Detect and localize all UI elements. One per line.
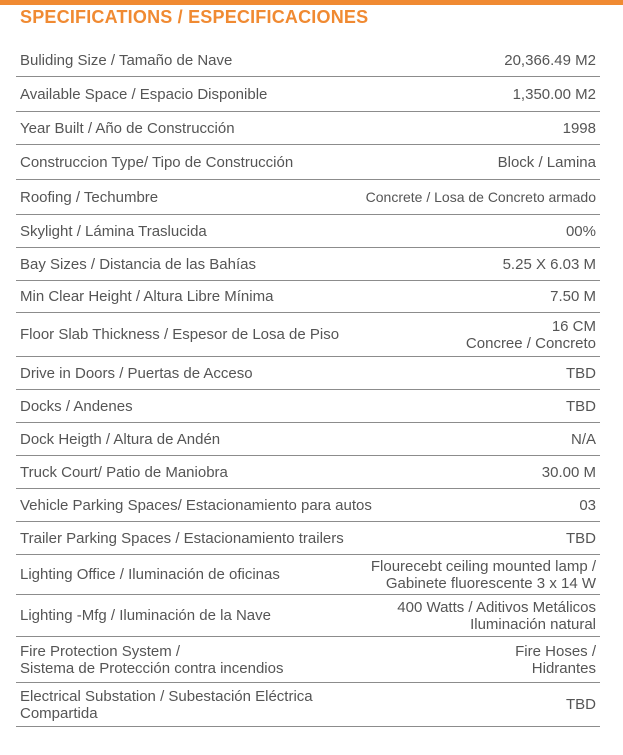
spec-label: Available Space / Espacio Disponible <box>20 85 268 103</box>
spec-row-roofing <box>16 180 600 215</box>
spec-row-lighting-office <box>16 555 600 595</box>
spec-value: 1,350.00 M2 <box>512 85 596 103</box>
spec-value-line: Gabinete fluorescente 3 x 14 W <box>385 574 596 592</box>
spec-row-min-clear-height <box>16 281 600 313</box>
spec-label-line: Electrical Substation / Subestación Eléctrica <box>20 687 313 705</box>
spec-row-building-size <box>16 44 600 77</box>
spec-row-fire-protection <box>16 637 600 683</box>
spec-label: Docks / Andenes <box>20 397 133 415</box>
spec-label-line: Compartida <box>20 704 98 722</box>
spec-row-skylight <box>16 215 600 248</box>
spec-label: Vehicle Parking Spaces/ Estacionamiento para autos <box>20 496 372 514</box>
spec-row-electrical-substation <box>16 683 600 727</box>
spec-label: Bay Sizes / Distancia de las Bahías <box>20 255 256 273</box>
spec-value: 7.50 M <box>550 288 596 305</box>
spec-value: TBD <box>566 529 596 547</box>
spec-value: TBD <box>566 397 596 415</box>
spec-label: Buliding Size / Tamaño de Nave <box>20 51 233 69</box>
spec-label: Dock Heigth / Altura de Andén <box>20 430 221 448</box>
spec-label-line: Sistema de Protección contra incendios <box>20 659 284 677</box>
spec-value: 20,366.49 M2 <box>504 51 596 69</box>
spec-value: 30.00 M <box>541 463 596 481</box>
spec-value: N/A <box>570 430 596 448</box>
spec-row-dock-height <box>16 423 600 456</box>
spec-label: Construccion Type/ Tipo de Construcción <box>20 153 294 171</box>
spec-value-line: Hidrantes <box>531 659 596 677</box>
spec-value-line: Fire Hoses / <box>515 642 596 660</box>
spec-value: TBD <box>566 696 596 713</box>
spec-value-line: Iluminación natural <box>470 615 596 633</box>
spec-value <box>371 558 596 592</box>
spec-value: Block / Lamina <box>497 153 596 171</box>
spec-value-line: Flourecebt ceiling mounted lamp / <box>370 557 596 575</box>
spec-label: Year Built / Año de Construcción <box>20 119 235 137</box>
spec-row-drive-in-doors <box>16 357 600 390</box>
spec-label <box>20 688 313 722</box>
spec-value: 03 <box>579 496 596 514</box>
spec-row-trailer-parking <box>16 522 600 555</box>
spec-label: Truck Court/ Patio de Maniobra <box>20 463 228 481</box>
spec-label: Lighting -Mfg / Iluminación de la Nave <box>20 607 271 624</box>
spec-value <box>515 643 596 677</box>
spec-value: 1998 <box>562 119 596 137</box>
spec-label: Skylight / Lámina Traslucida <box>20 222 207 240</box>
spec-row-truck-court <box>16 456 600 489</box>
spec-row-floor-slab <box>16 313 600 357</box>
spec-label: Floor Slab Thickness / Espesor de Losa de Piso <box>20 326 340 343</box>
spec-label: Roofing / Techumbre <box>20 188 159 206</box>
spec-row-vehicle-parking <box>16 489 600 522</box>
spec-row-bay-sizes <box>16 248 600 281</box>
spec-label-line: Fire Protection System / <box>20 642 181 660</box>
top-accent-bar <box>0 0 623 5</box>
spec-value: 5.25 X 6.03 M <box>502 255 596 273</box>
spec-value: 00% <box>565 222 596 240</box>
specifications-table <box>16 44 600 727</box>
spec-value-line: Concree / Concreto <box>465 334 596 352</box>
spec-value: TBD <box>566 364 596 382</box>
spec-label: Trailer Parking Spaces / Estacionamiento trailers <box>20 529 344 547</box>
spec-row-year-built <box>16 112 600 145</box>
spec-label: Lighting Office / Iluminación de oficinas <box>20 566 280 583</box>
spec-row-available-space <box>16 77 600 112</box>
spec-row-lighting-mfg <box>16 595 600 637</box>
spec-value <box>466 318 596 352</box>
spec-label: Drive in Doors / Puertas de Acceso <box>20 364 253 382</box>
spec-value-line: 16 CM <box>551 317 596 335</box>
spec-row-docks <box>16 390 600 423</box>
spec-value-line: 400 Watts / Aditivos Metálicos <box>397 598 596 616</box>
section-title: SPECIFICATIONS / ESPECIFICACIONES <box>20 7 369 27</box>
spec-value <box>397 599 596 633</box>
spec-label <box>20 643 283 677</box>
spec-label: Min Clear Height / Altura Libre Mínima <box>20 288 274 305</box>
spec-row-construction-type <box>16 145 600 180</box>
spec-value: Concrete / Losa de Concreto armado <box>365 188 596 205</box>
